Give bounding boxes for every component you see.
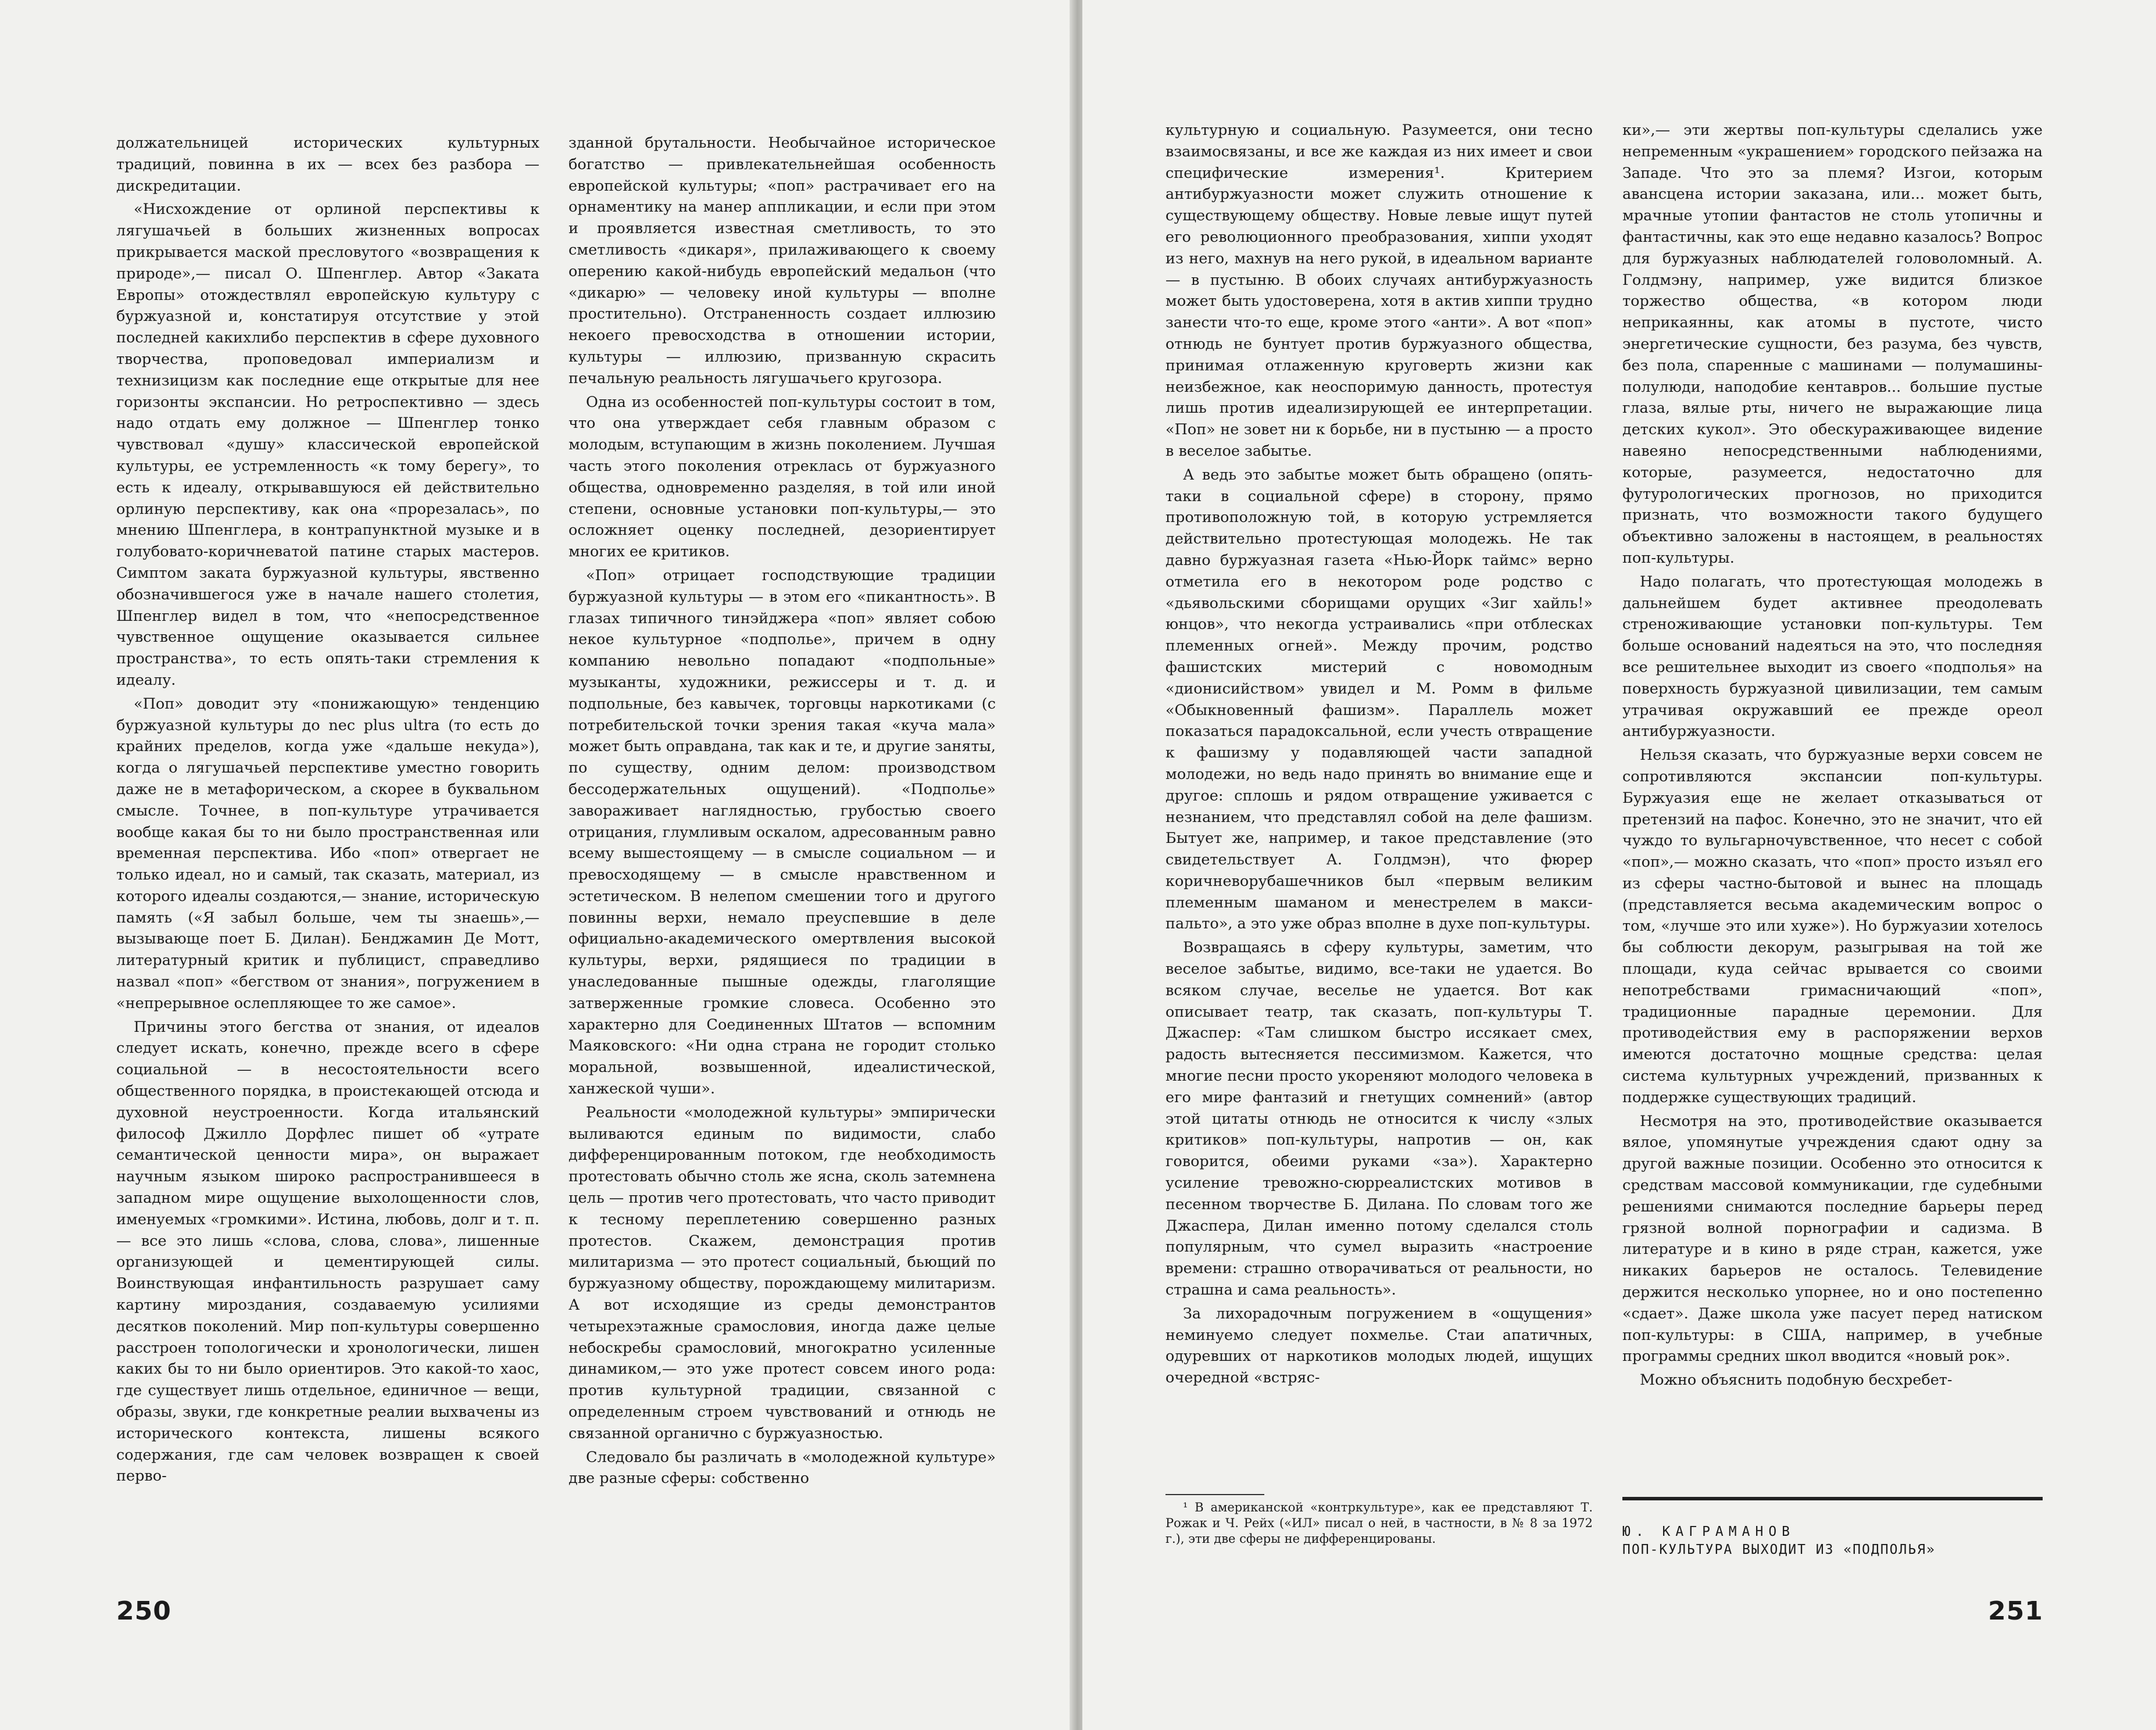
running-head-title: ПОП-КУЛЬТУРА ВЫХОДИТ ИЗ «ПОДПОЛЬЯ» [1622,1542,1936,1557]
paragraph: «Поп» доводит эту «понижающую» тенденцию буржуазной культуры до nec plus ultra (то есть до крайних пределов, когда уже «дальше некуда»), когда о лягушачьей перспективе уместно говорить даже не в метафорическом, а скорее в буквальном смысле. Точнее, в поп-культуре утрачивается вообще какая бы то ни было пространственная или временная перспектива. Ибо «поп» отвергает не только идеал, но и самый, так сказать, материал, из которого идеалы создаются,— знание, историческую память («Я забыл больше, чем ты знаешь»,— вызывающе поет Б. Дилан). Бенджамин Де Мотт, литературный критик и публицист, справедливо назвал «поп» «бегством от знания», погружением в «непрерывное ослепляющее то же самое». [116,695,539,1012]
page-number-left: 250 [116,1596,171,1626]
paragraph: Нельзя сказать, что буржуазные верхи совсем не сопротивляются экспансии поп-культуры. Буржуазия еще не желает отказываться от претензий на пафос. Конечно, это не значит, что ей чуждо то вульгарночувственное, что несет с собой «поп»,— можно сказать, что «поп» просто изъял его из сферы частно-бытовой и вынес на площадь (представляется весьма академическим вопрос о том, «лучше это или хуже»). Но буржуазии хотелось бы соблюсти декорум, разыгрывая на той же площади, куда сейчас врывается со своими непотребствами гримасничающий «поп», традиционные парадные церемонии. Для противодействия ему в распоряжении верхов имеются достаточно мощные средства: целая система культурных учреждений, призванных к поддержке существующих традиций. [1622,746,2043,1106]
paragraph: Возвращаясь в сферу культуры, заметим, что веселое забытье, видимо, все-таки не удается. Во всяком случае, веселье не удается. Вот как описывает театр, так сказать, поп-культуры Т. Джаспер: «Там слишком быстро иссякает смех, радость вытесняется пессимизмом. Кажется, что многие песни просто укореняют молодого человека в его мире фантазий и гнетущих сомнений» (автор этой цитаты отнюдь не относится к числу «злых критиков» поп-культуры, напротив — он, как говорится, обеими руками «за»). Характерно усиление тревожно-сюрреалистских мотивов в песенном творчестве Б. Дилана. По словам того же Джаспера, Дилан именно потому сделался столь популярным, что сумел выразить «настроение времени: страшно отворачиваться от реальности, но страшна и сама реальность». [1165,939,1593,1299]
paragraph: Несмотря на это, противодействие оказывается вялое, упомянутые учреждения сдают одну за другой важные позиции. Особенно это относится к средствам массовой коммуникации, где судебными решениями снимаются последние барьеры перед грязной волной порнографии и садизма. В литературе и в кино в ряде стран, кажется, уже никаких барьеров не осталось. Телевидение держится несколько упорнее, но и оно постепенно «сдает». Даже школа уже пасует перед натиском поп-культуры: в США, например, в учебные программы средних школ вводится «новый рок». [1622,1112,2043,1366]
footnote [1165,1500,1593,1547]
running-head [1622,1523,1936,1559]
footnote-rule [1165,1494,1264,1495]
right-column-1 [1165,120,1593,1389]
left-column-2 [569,133,996,1489]
right-page [1082,0,2156,1730]
page-number-right: 251 [1988,1596,2043,1626]
running-head-author: Ю. КАГРАМАНОВ [1622,1524,1796,1539]
paragraph: За лихорадочным погружением в «ощущения» неминуемо следует похмелье. Стаи апатичных, одуревших от наркотиков молодых людей, ищущих очередной «встряс- [1165,1304,1593,1387]
paragraph: культурную и социальную. Разумеется, они тесно взаимосвязаны, и все же каждая из них имеет и свои специфические измерения¹. Критерием антибуржуазности может служить отношение к существующему обществу. Новые левые ищут путей его революционного преобразования, хиппи уходят из него, махнув на него рукой, в идеальном варианте — в пустыню. В обоих случаях антибуржуазность может быть удостоверена, хотя в актив хиппи трудно занести что-то еще, кроме этого «анти». А вот «поп» отнюдь не бунтует против буржуазного общества, принимая отлаженную круговерть жизни как неизбежное, как неоспоримую данность, протестуя лишь против идеализирующей ее интерпретации. «Поп» не зовет ни к борьбе, ни в пустыню — а просто в веселое забытье. [1165,121,1593,460]
paragraph: ки»,— эти жертвы поп-культуры сделались уже непременным «украшением» городского пейзажа на Западе. Что это за племя? Изгои, которым авансцена истории заказана, или... может быть, мрачные утопии фантастов не столь утопичны и фантастичны, как это еще недавно казалось? Вопрос для буржуазных наблюдателей головоломный. А. Голдмэну, например, уже видится близкое торжество общества, «в котором люди неприкаянны, как атомы в пустоте, чисто энергетические сущности, без разума, без чувств, без пола, спаренные с машинами — полумашины-полулюди, наподобие кентавров... большие пустые глаза, вялые рты, ничего не выражающие лица детских кукол». Это обескураживающее видение навеяно непосредственными наблюдениями, которые, разумеется, недостаточно для футурологических прогнозов, но приходится признать, что возможности такого будущего объективно заложены в настоящем, в реальностях поп-культуры. [1622,121,2043,567]
left-page [0,0,1074,1730]
paragraph: Причины этого бегства от знания, от идеалов следует искать, конечно, прежде всего в сфере социальной — в несостоятельности всего общественного порядка, в проистекающей отсюда и духовной неустроенности. Когда итальянский философ Джилло Дорфлес пишет об «утрате семантической ценности мира», он выражает научным языком широко распространившееся в западном мире ощущение выхолощенности слов, именуемых «громкими». Истина, любовь, долг и т. п.— все это лишь «слова, слова, слова», лишенные организующей и цементирующей силы. Воинствующая инфантильность разрушает саму картину мироздания, создаваемую усилиями десятков поколений. Мир поп-культуры совершенно расстроен топологически и хронологически, лишен каких бы то ни было ориентиров. Это какой-то хаос, где существует лишь отдельное, единичное — вещи, образы, звуки, где конкретные реалии выхвачены из исторического контекста, лишены всякого содержания, где сам человек возвращен к своей перво- [116,1018,539,1485]
right-column-2 [1622,120,2043,1391]
paragraph: должательницей исторических культурных традиций, повинна в их — всех без разбора — дискредитации. [116,134,539,195]
paragraph: Можно объяснить подобную бесхребет- [1640,1371,1953,1389]
paragraph: Реальности «молодежной культуры» эмпирически выливаются единым по видимости, слабо дифференцированным потоком, где необходимость протестовать обычно столь же ясна, сколь затемнена цель — против чего протестовать, что часто приводит к тесному переплетению совершенно разных протестов. Скажем, демонстрация против милитаризма — это протест социальный, бьющий по буржуазному обществу, порождающему милитаризм. А вот исходящие из среды демонстрантов четырехэтажные срамословия, иногда даже целые небоскребы срамословий, многократно усиленные динамиком,— это уже протест совсем иного рода: против культурной традиции, связанной с определенным строем чувствований и отнюдь не связанной органично с буржуазностью. [569,1103,996,1442]
running-head-rule [1622,1497,2043,1500]
paragraph: «Нисхождение от орлиной перспективы к лягушачьей в больших жизненных вопросах прикрывается маской пресловутого «возвращения к природе»,— писал О. Шпенглер. Автор «Заката Европы» отождествлял европейскую культуру с буржуазной и, констатируя отсутствие у этой последней какихлибо перспектив в сфере духовного творчества, проповедовал империализм и технизицизм как последние еще открытые для нее горизонты экспансии. Но ретроспективно — здесь надо отдать ему должное — Шпенглер тонко чувствовал «душу» классической европейской культуры, ее устремленность «к тому берегу», то есть к идеалу, открывавшуюся ей действительно орлиную перспективу, как она «прорезалась», по мнению Шпенглера, в контрапунктной музыке и в голубовато-коричневатой патине старых мастеров. Симптом заката буржуазной культуры, явственно обозначившегося уже в начале нашего столетия, Шпенглер видел в том, что «непосредственное чувственное ощущение оказывается сильнее пространства», то есть опять-таки стремления к идеалу. [116,201,539,689]
paragraph: зданной брутальности. Необычайное историческое богатство — привлекательнейшая особенность европейской культуры; «поп» растрачивает его на орнаментику на манер аппликации, и если при этом и проявляется известная сметливость, то это сметливость «дикаря», прилаживающего к своему оперению какой-нибудь европейский медальон (что «дикарю» — человеку иной культуры — вполне простительно). Отстраненность создает иллюзию некоего превосходства в отношении истории, культуры — иллюзию, призванную скрасить печальную реальность лягушачьего кругозора. [569,134,996,387]
paragraph: «Поп» отрицает господствующие традиции буржуазной культуры — в этом его «пикантность». В глазах типичного тинэйджера «поп» являет собою некое культурное «подполье», причем в одну компанию невольно попадают «подпольные» музыканты, художники, режиссеры и т. д. и подпольные, без кавычек, торговцы наркотиками (с потребительской точки зрения такая «куча мала» может быть оправдана, так как и те, и другие заняты, по существу, одним делом: производством бессодержательных ощущений). «Подполье» завораживает наглядностью, грубостью своего отрицания, глумливым оскалом, адресованным равно всему вышестоящему — в смысле социальном — и превосходящему — в смысле нравственном и эстетическом. В нелепом смешении того и другого повинны верхи, немало преуспевшие в деле официально-академического омертвления высокой культуры, верхи, рядящиеся по традиции в унаследованные пышные одежды, глаголящие затверженные громкие словеса. Особенно это характерно для Соединенных Штатов — вспомним Маяковского: «Ни одна страна не городит столько моральной, возвышенной, идеалистической, ханжеской чуши». [569,566,996,1098]
paragraph: Следовало бы различать в «молодежной культуре» две разные сферы: собственно [569,1448,996,1488]
paragraph: Надо полагать, что протестующая молодежь в дальнейшем будет активнее преодолевать стреноживающие установки поп-культуры. Тем больше оснований надеяться на это, что последняя все решительнее выходит из своего «подполья» на поверхность буржуазной цивилизации, тем самым утрачивая окружавший ее прежде ореол антибуржуазности. [1622,573,2043,741]
paragraph: Одна из особенностей поп-культуры состоит в том, что она утверждает себя главным образом с молодым, вступающим в жизнь поколением. Лучшая часть этого поколения отреклась от буржуазного общества, одновременно разделяя, в той или иной степени, основные установки поп-культуры,— это осложняет оценку последней, дезориентирует многих ее критиков. [569,393,996,561]
footnote-text: ¹ В американской «контркультуре», как ее представляют Т. Рожак и Ч. Рейх («ИЛ» писал о ней, в частности, в № 8 за 1972 г.), эти две сферы не дифференцированы. [1165,1500,1593,1546]
left-column-1 [116,133,539,1487]
paragraph: А ведь это забытье может быть обращено (опять-таки в социальной сфере) в сторону, прямо противоположную той, в которую устремляется действительно протестующая молодежь. Не так давно буржуазная газета «Нью-Йорк таймс» верно отметила его в некотором роде родство с «дьявольскими сборищами орущих «Зиг хайль!» юнцов», что некогда устраивались «при отблесках племенных огней». Между прочим, родство фашистских мистерий с новомодным «дионисийством» увидел и М. Ромм в фильме «Обыкновенный фашизм». Параллель может показаться парадоксальной, если учесть отвращение к фашизму у подавляющей части западной молодежи, но ведь надо принять во внимание еще и другое: сплошь и рядом отвращение уживается с незнанием, что представлял собой на деле фашизм. Бытует же, например, и такое представление (это свидетельствует А. Голдмэн), что фюрер коричневорубашечников был «первым великим племенным шаманом и менестрелем в макси-пальто», а это уже образ вполне в духе поп-культуры. [1165,466,1593,933]
